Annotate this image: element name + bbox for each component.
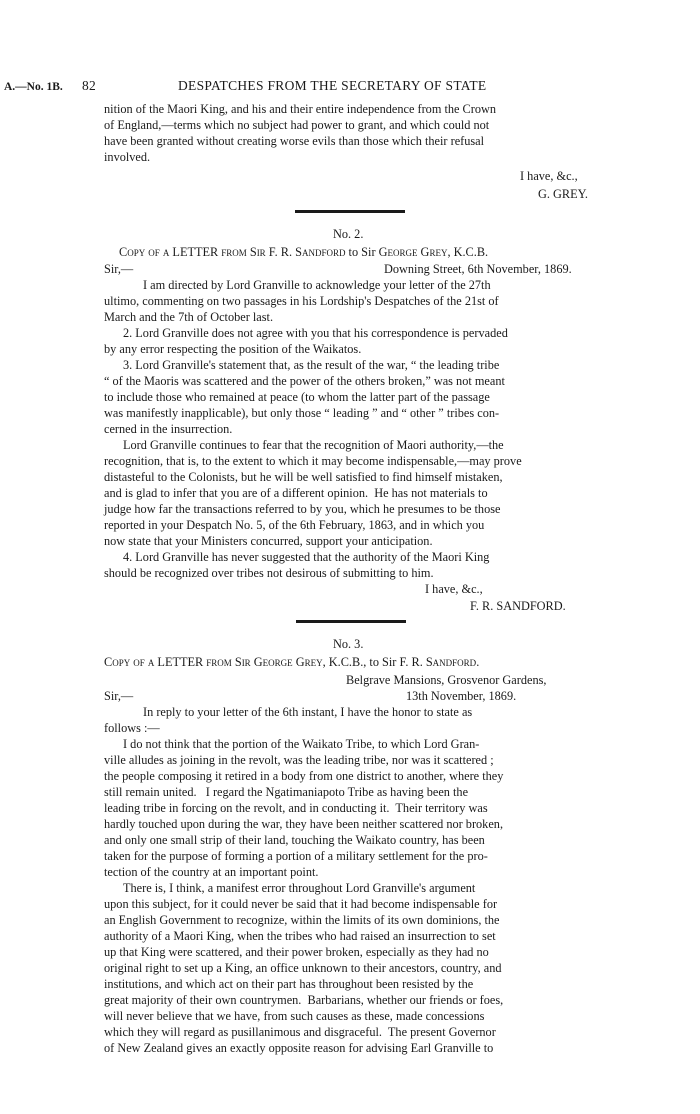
title-recipient: George Grey	[378, 245, 448, 259]
signature: G. GREY.	[538, 187, 588, 201]
letter-title	[119, 244, 488, 260]
body-line: the people composing it retired in a body from one district to another, where they	[104, 769, 504, 783]
body-line: follows :—	[104, 721, 160, 735]
body-line: cerned in the insurrection.	[104, 422, 233, 436]
salutation: Sir,—	[104, 689, 134, 703]
letter-title	[104, 654, 479, 670]
body-line: 3. Lord Granville's statement that, as the result of the war, “ the leading tribe	[123, 358, 500, 372]
continuation-line: involved.	[104, 150, 151, 164]
title-recipient: F. R. Sandford	[399, 655, 477, 669]
body-line: March and the 7th of October last.	[104, 310, 274, 324]
body-line: was manifestly inapplicable), but only those “ leading ” and “ other ” tribes con-	[104, 406, 500, 420]
running-title: DESPATCHES FROM THE SECRETARY OF STATE	[178, 78, 487, 93]
letter-number: No. 3.	[333, 637, 364, 651]
body-line: reported in your Despatch No. 5, of the 6th February, 1863, and in which you	[104, 518, 485, 532]
continuation-line: nition of the Maori King, and his and their entire independence from the Crown	[104, 102, 497, 116]
closing-phrase: I have, &c.,	[520, 169, 578, 183]
letter-date: Downing Street, 6th November, 1869.	[384, 262, 572, 276]
body-line: to include those who remained at peace (to whom the latter part of the passage	[104, 390, 490, 404]
body-line: distasteful to the Colonists, but he will be well satisfied to find himself mistaken,	[104, 470, 503, 484]
body-line: still remain united. I regard the Ngatimaniapoto Tribe as having been the	[104, 785, 469, 799]
letter-date: 13th November, 1869.	[406, 689, 517, 703]
body-line: taken for the purpose of forming a portion of a military settlement for the pro-	[104, 849, 488, 863]
letter-address: Belgrave Mansions, Grosvenor Gardens,	[346, 673, 547, 687]
signature: F. R. SANDFORD.	[470, 599, 566, 613]
page-number: 82	[82, 78, 97, 93]
section-divider	[295, 210, 405, 213]
body-line: and is glad to infer that you are of a different opinion. He has not materials to	[104, 486, 488, 500]
title-sender: George Grey	[253, 655, 323, 669]
body-line: an English Government to recognize, within the limits of its own dominions, the	[104, 913, 500, 927]
section-divider	[296, 620, 406, 623]
body-line: judge how far the transactions referred to by you, which he presumes to be those	[104, 502, 501, 516]
body-line: which they will regard as pusillanimous and disgraceful. The present Governor	[104, 1025, 496, 1039]
paper-reference: A.—No. 1B.	[4, 81, 63, 93]
body-line: great majority of their own countrymen. Barbarians, whether our friends or foes,	[104, 993, 504, 1007]
title-text: , K.C.B.	[447, 245, 489, 259]
title-text: Copy of a LETTER from Sir	[119, 245, 269, 259]
body-line: original right to set up a King, an office unknown to their ancestors, country, and	[104, 961, 502, 975]
body-line: should be recognized over tribes not desirous of submitting to him.	[104, 566, 434, 580]
body-line: I do not think that the portion of the Waikato Tribe, to which Lord Gran-	[123, 737, 480, 751]
body-line: authority of a Maori King, when the tribes who had raised an insurrection to set	[104, 929, 496, 943]
body-line: will never believe that we have, from such causes as these, made concessions	[104, 1009, 485, 1023]
title-text: Copy of a LETTER from Sir	[104, 655, 254, 669]
body-line: “ of the Maoris was scattered and the power of the others broken,” was not meant	[104, 374, 505, 388]
title-text: , K.C.B., to Sir	[322, 655, 400, 669]
title-sender: F. R. Sandford	[268, 245, 346, 259]
body-line: up that King were scattered, and their power broken, especially as they had no	[104, 945, 489, 959]
body-line: tection of the country at an important point.	[104, 865, 319, 879]
body-line: There is, I think, a manifest error throughout Lord Granville's argument	[123, 881, 476, 895]
body-line: recognition, that is, to the extent to which it may become indispensable,—may prove	[104, 454, 522, 468]
body-line: by any error respecting the position of the Waikatos.	[104, 342, 362, 356]
letter-number: No. 2.	[333, 227, 364, 241]
salutation: Sir,—	[104, 262, 134, 276]
closing-phrase: I have, &c.,	[425, 582, 483, 596]
body-line: institutions, and which act on their part has throughout been resisted by the	[104, 977, 474, 991]
title-text: to Sir	[345, 245, 379, 259]
body-line: 2. Lord Granville does not agree with you that his correspondence is pervaded	[123, 326, 508, 340]
body-line: 4. Lord Granville has never suggested that the authority of the Maori King	[123, 550, 490, 564]
continuation-line: of England,—terms which no subject had power to grant, and which could not	[104, 118, 490, 132]
body-line: ultimo, commenting on two passages in his Lordship's Despatches of the 21st of	[104, 294, 499, 308]
body-line: In reply to your letter of the 6th instant, I have the honor to state as	[143, 705, 473, 719]
body-line: upon this subject, for it could never be said that it had become indispensable for	[104, 897, 498, 911]
body-line: leading tribe in forcing on the revolt, and in conducting it. Their territory was	[104, 801, 488, 815]
body-line: of New Zealand gives an exactly opposite reason for advising Earl Granville to	[104, 1041, 494, 1055]
body-line: now state that your Ministers concurred, support your anticipation.	[104, 534, 433, 548]
title-text: .	[476, 655, 480, 669]
body-line: I am directed by Lord Granville to acknowledge your letter of the 27th	[143, 278, 491, 292]
continuation-line: have been granted without creating worse evils than those which their refusal	[104, 134, 485, 148]
body-line: ville alludes as joining in the revolt, was the leading tribe, nor was it scattered ;	[104, 753, 494, 767]
body-line: and only one small strip of their land, touching the Waikato country, has been	[104, 833, 485, 847]
body-line: hardly touched upon during the war, they have been neither scattered nor broken,	[104, 817, 504, 831]
body-line: Lord Granville continues to fear that the recognition of Maori authority,—the	[123, 438, 504, 452]
